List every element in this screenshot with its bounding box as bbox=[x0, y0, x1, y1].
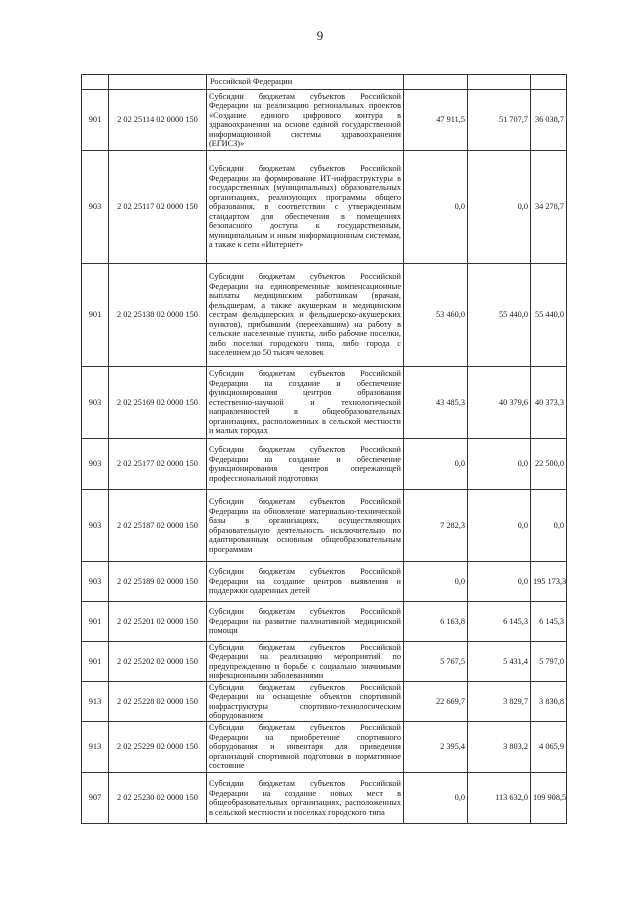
row-kbk: 2 02 25202 02 0000 150 bbox=[109, 642, 207, 682]
row-name: Субсидии бюджетам субъектов Российской Федерации на создание и обеспечение функционирования центров опережающей профессиональной подготовки bbox=[207, 439, 404, 490]
table-row bbox=[82, 264, 567, 367]
row-value-year3 bbox=[531, 75, 567, 90]
row-value-year1: 0,0 bbox=[404, 439, 468, 490]
row-value-year3: 3 830,8 bbox=[531, 682, 567, 722]
row-value-year2 bbox=[468, 75, 531, 90]
row-code: 901 bbox=[82, 264, 109, 367]
row-value-year1: 22 669,7 bbox=[404, 682, 468, 722]
row-value-year2: 0,0 bbox=[468, 562, 531, 602]
row-kbk: 2 02 25117 02 0000 150 bbox=[109, 151, 207, 264]
table-row bbox=[82, 367, 567, 439]
row-name: Субсидии бюджетам субъектов Российской Федерации на реализацию региональных проектов «Создание единого цифрового контура в здравоохранении на основе единой государственной информационной системы здравоохранения (ЕГИСЗ)» bbox=[207, 90, 404, 151]
row-code bbox=[82, 75, 109, 90]
row-kbk: 2 02 25230 02 0000 150 bbox=[109, 773, 207, 824]
row-value-year1: 2 395,4 bbox=[404, 722, 468, 773]
row-value-year2: 0,0 bbox=[468, 490, 531, 562]
page-number: 9 bbox=[316, 28, 324, 43]
row-value-year1: 6 163,8 bbox=[404, 602, 468, 642]
row-kbk bbox=[109, 75, 207, 90]
row-value-year2: 51 707,7 bbox=[468, 90, 531, 151]
row-name: Субсидии бюджетам субъектов Российской Федерации на создание центров выявления и поддержки одаренных детей bbox=[207, 562, 404, 602]
row-value-year1: 5 767,5 bbox=[404, 642, 468, 682]
budget-table bbox=[81, 74, 567, 824]
row-code: 913 bbox=[82, 682, 109, 722]
row-value-year3: 40 373,3 bbox=[531, 367, 567, 439]
row-value-year2: 5 431,4 bbox=[468, 642, 531, 682]
row-value-year3: 36 038,7 bbox=[531, 90, 567, 151]
table-row bbox=[82, 439, 567, 490]
row-code: 903 bbox=[82, 151, 109, 264]
table-row bbox=[82, 75, 567, 90]
row-kbk: 2 02 25169 02 0000 150 bbox=[109, 367, 207, 439]
table-row bbox=[82, 773, 567, 824]
table-row bbox=[82, 151, 567, 264]
row-name: Субсидии бюджетам субъектов Российской Федерации на единовременные компенсационные выплаты медицинским работникам (врачам, фельдшерам, а также акушеркам и медицинским сестрам фельдшерских и фельдшерско-акушерских пунктов), прибывшим (переехавшим) на работу в сельские населенные пункты, либо рабочие поселки, либо поселки городского типа, либо города с населением до 50 тысяч человек bbox=[207, 264, 404, 367]
row-name: Субсидии бюджетам субъектов Российской Федерации на обновление материально-технической базы в организациях, осуществляющих образовательную деятельность исключительно по адаптированным основным общеобразовательным программам bbox=[207, 490, 404, 562]
row-value-year1: 0,0 bbox=[404, 151, 468, 264]
row-name: Субсидии бюджетам субъектов Российской Федерации на оснащение объектов спортивной инфраструктуры спортивно-технологическим оборудованием bbox=[207, 682, 404, 722]
row-value-year1: 7 282,3 bbox=[404, 490, 468, 562]
row-value-year3: 4 065,9 bbox=[531, 722, 567, 773]
row-value-year2: 113 632,0 bbox=[468, 773, 531, 824]
table-row bbox=[82, 562, 567, 602]
row-value-year2: 0,0 bbox=[468, 151, 531, 264]
row-kbk: 2 02 25229 02 0000 150 bbox=[109, 722, 207, 773]
row-kbk: 2 02 25228 02 0000 150 bbox=[109, 682, 207, 722]
row-value-year2: 55 440,0 bbox=[468, 264, 531, 367]
row-code: 901 bbox=[82, 642, 109, 682]
row-value-year3: 34 278,7 bbox=[531, 151, 567, 264]
row-code: 903 bbox=[82, 367, 109, 439]
row-kbk: 2 02 25114 02 0000 150 bbox=[109, 90, 207, 151]
row-name: Субсидии бюджетам субъектов Российской Федерации на приобретение спортивного оборудования и инвентаря для приведения организаций спортивной подготовки в нормативное состояние bbox=[207, 722, 404, 773]
table-row bbox=[82, 722, 567, 773]
table-row bbox=[82, 602, 567, 642]
row-value-year1: 47 911,5 bbox=[404, 90, 468, 151]
row-value-year2: 40 379,6 bbox=[468, 367, 531, 439]
row-kbk: 2 02 25177 02 0000 150 bbox=[109, 439, 207, 490]
row-kbk: 2 02 25201 02 0000 150 bbox=[109, 602, 207, 642]
row-value-year3: 0,0 bbox=[531, 490, 567, 562]
row-value-year3: 22 500,0 bbox=[531, 439, 567, 490]
row-kbk: 2 02 25138 02 0000 150 bbox=[109, 264, 207, 367]
row-kbk: 2 02 25189 02 0000 150 bbox=[109, 562, 207, 602]
row-value-year3: 109 908,5 bbox=[531, 773, 567, 824]
row-name: Российской Федерации bbox=[207, 75, 404, 90]
row-value-year2: 3 803,2 bbox=[468, 722, 531, 773]
row-value-year3: 6 145,3 bbox=[531, 602, 567, 642]
row-value-year1 bbox=[404, 75, 468, 90]
row-code: 901 bbox=[82, 90, 109, 151]
row-name: Субсидии бюджетам субъектов Российской Федерации на создание новых мест в общеобразовательных организациях, расположенных в сельской местности и поселках городского типа bbox=[207, 773, 404, 824]
row-name: Субсидии бюджетам субъектов Российской Федерации на реализацию мероприятий по предупреждению и борьбе с социально значимыми инфекционными заболеваниями bbox=[207, 642, 404, 682]
table-row bbox=[82, 490, 567, 562]
table-row bbox=[82, 90, 567, 151]
row-value-year2: 3 829,7 bbox=[468, 682, 531, 722]
row-value-year1: 43 485,3 bbox=[404, 367, 468, 439]
table-row bbox=[82, 642, 567, 682]
row-code: 913 bbox=[82, 722, 109, 773]
row-code: 901 bbox=[82, 602, 109, 642]
row-value-year1: 0,0 bbox=[404, 773, 468, 824]
row-value-year2: 0,0 bbox=[468, 439, 531, 490]
row-value-year1: 0,0 bbox=[404, 562, 468, 602]
row-name: Субсидии бюджетам субъектов Российской Федерации на развитие паллиативной медицинской помощи bbox=[207, 602, 404, 642]
row-value-year3: 5 797,0 bbox=[531, 642, 567, 682]
row-name: Субсидии бюджетам субъектов Российской Федерации на формирование ИТ-инфраструктуры в государственных (муниципальных) образовательных организациях, реализующих программы общего образования, в соответствии с утвержденным стандартом для обеспечения в помещениях безопасного доступа к государственным, муниципальным и иным информационным системам, а также к сети «Интернет» bbox=[207, 151, 404, 264]
row-code: 903 bbox=[82, 490, 109, 562]
row-name: Субсидии бюджетам субъектов Российской Федерации на создание и обеспечение функционирования центров образования естественно-научной и технологической направленностей в общеобразовательных организациях, расположенных в сельской местности и малых городах bbox=[207, 367, 404, 439]
row-code: 903 bbox=[82, 439, 109, 490]
row-code: 903 bbox=[82, 562, 109, 602]
row-value-year3: 55 440,0 bbox=[531, 264, 567, 367]
row-value-year2: 6 145,3 bbox=[468, 602, 531, 642]
row-code: 907 bbox=[82, 773, 109, 824]
row-value-year1: 53 460,0 bbox=[404, 264, 468, 367]
table-row bbox=[82, 682, 567, 722]
row-kbk: 2 02 25187 02 0000 150 bbox=[109, 490, 207, 562]
row-value-year3: 195 173,3 bbox=[531, 562, 567, 602]
